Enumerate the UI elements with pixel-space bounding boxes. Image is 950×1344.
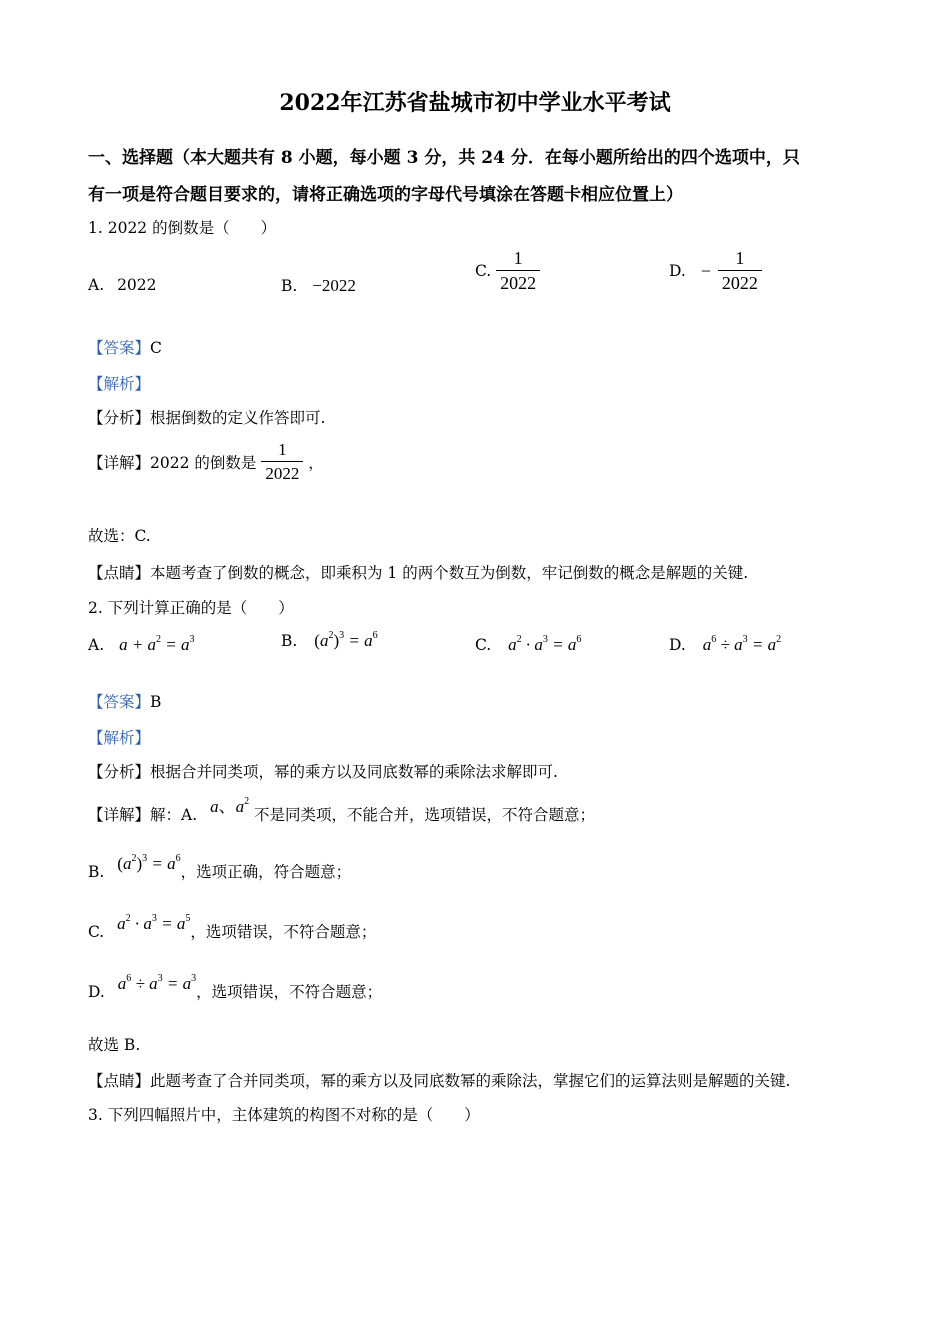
q1-detail-prefix: 【详解】2022 的倒数是	[88, 454, 257, 472]
q2-option-b-expression: $(a^2)^3 = a^6$	[314, 630, 378, 650]
q1-analysis-tag: 【解析】	[88, 375, 151, 393]
q2-detail-c	[88, 913, 377, 942]
q1-detail-fraction	[261, 440, 303, 484]
q1-option-a-value: 2022	[117, 276, 157, 294]
q2-analysis-tag: 【解析】	[88, 729, 151, 747]
q2-option-c-expression: $a^2 \cdot a^3 = a^6$	[508, 634, 582, 654]
q1-answer	[88, 336, 162, 358]
q1-option-a-label: A.	[88, 276, 105, 294]
q2-detail-a-expression: a、$a^2$	[210, 796, 250, 816]
q1-option-b-value: −2022	[312, 276, 356, 295]
q1-option-c	[475, 248, 540, 294]
q2-comment: 【点睛】此题考查了合并同类项，幂的乘方以及同底数幂的乘除法，掌握它们的运算法则是解题的关键.	[88, 1072, 791, 1090]
q3-question: 3. 下列四幅照片中，主体建筑的构图不对称的是（ ）	[88, 1106, 480, 1124]
q2-detail-c-label: C.	[88, 923, 105, 941]
q2-detail-c-suffix: ，选项错误，不符合题意；	[190, 923, 377, 941]
q2-detail-d-label: D.	[88, 983, 105, 1001]
q2-detail-prefix: 【详解】解：A.	[88, 806, 198, 824]
q2-option-d-expression: $a^6 \div a^3 = a^2$	[702, 634, 782, 654]
q2-detail-c-expression: $a^2 \cdot a^3 = a^5$	[117, 913, 191, 933]
q2-question: 2. 下列计算正确的是（ ）	[88, 599, 294, 617]
q2-detail-a	[88, 796, 596, 825]
q1-option-d	[669, 248, 762, 294]
q1-detail	[88, 440, 324, 484]
q2-detail-b	[88, 853, 352, 882]
q1-option-c-fraction	[496, 248, 540, 294]
q1-option-d-fraction	[718, 248, 762, 294]
q1-option-c-numerator: 1	[513, 248, 523, 268]
q2-detail-d-suffix: ，选项错误，不符合题意；	[196, 983, 383, 1001]
q2-option-d-label: D.	[669, 636, 686, 654]
q1-answer-tag: 【答案】	[88, 339, 151, 357]
q2-detail-b-suffix: ，选项正确，符合题意；	[180, 863, 352, 881]
q2-detail-a-suffix: 不是同类项，不能合并，选项错误，不符合题意；	[254, 806, 596, 824]
page-title: 2022年江苏省盐城市初中学业水平考试	[279, 90, 671, 116]
q2-option-a	[88, 634, 195, 655]
q1-detail-denominator: 2022	[261, 461, 303, 484]
q1-option-d-label: D.	[669, 262, 686, 280]
q2-detail-b-expression: $(a^2)^3 = a^6$	[117, 853, 181, 873]
section-heading-line1: 一、选择题（本大题共有 8 小题，每小题 3 分，共 24 分．在每小题所给出的四个选项中，只	[88, 148, 800, 168]
q2-option-a-label: A.	[88, 636, 105, 654]
q2-option-c	[475, 634, 581, 655]
q1-option-d-denominator: 2022	[718, 270, 762, 294]
q1-option-b-label: B.	[281, 277, 298, 295]
q2-option-d	[669, 634, 781, 655]
q2-detail-d	[88, 973, 383, 1002]
q2-detail-d-expression: $a^6 \div a^3 = a^3$	[117, 973, 197, 993]
q1-question: 1. 2022 的倒数是（ ）	[88, 219, 277, 237]
q1-option-d-numerator: 1	[735, 248, 745, 268]
q1-option-c-denominator: 2022	[496, 270, 540, 294]
q2-option-a-expression: $a + a^2 = a^3$	[119, 634, 195, 654]
q2-option-c-label: C.	[475, 636, 492, 654]
q2-option-b-label: B.	[281, 632, 298, 650]
section-heading-line2: 有一项是符合题目要求的，请将正确选项的字母代号填涂在答题卡相应位置上）	[88, 185, 683, 205]
q2-option-b	[281, 630, 378, 651]
q2-answer	[88, 690, 161, 712]
q1-detail-suffix: ，	[308, 454, 324, 472]
q2-detail-b-label: B.	[88, 863, 105, 881]
q1-answer-value: C	[150, 339, 162, 357]
q2-fenxi: 【分析】根据合并同类项，幂的乘方以及同底数幂的乘除法求解即可.	[88, 763, 558, 781]
q1-option-a	[88, 276, 157, 294]
q1-fenxi: 【分析】根据倒数的定义作答即可.	[88, 409, 326, 427]
q1-comment: 【点睛】本题考查了倒数的概念，即乘积为 1 的两个数互为倒数，牢记倒数的概念是解题的关键.	[88, 564, 749, 582]
q1-option-c-label: C.	[475, 262, 492, 280]
q1-detail-numerator: 1	[278, 440, 287, 459]
q2-conclusion: 故选 B.	[88, 1036, 141, 1054]
q1-option-d-sign: −	[700, 260, 711, 281]
q1-conclusion: 故选：C.	[88, 527, 151, 545]
q2-answer-tag: 【答案】	[88, 693, 151, 711]
q2-answer-value: B	[150, 693, 162, 711]
q1-option-b	[281, 276, 356, 296]
